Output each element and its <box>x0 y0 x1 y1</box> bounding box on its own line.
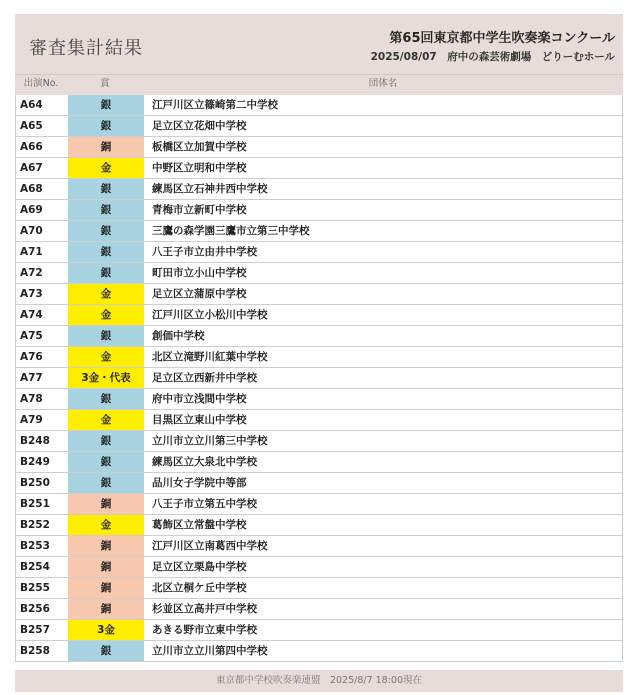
award-cell: 銅 <box>68 137 144 157</box>
school-name: 北区立滝野川紅葉中学校 <box>152 351 268 363</box>
table-row <box>16 305 622 326</box>
footer: 東京都中学校吹奏楽連盟 2025/8/7 18:00現在 <box>15 670 623 692</box>
performance-number: A64 <box>20 99 43 111</box>
performance-number: B258 <box>20 645 50 657</box>
award-cell: 銀 <box>68 242 144 262</box>
table-row <box>16 599 622 620</box>
award-cell: 銀 <box>68 641 144 661</box>
table-row <box>16 620 622 641</box>
award-cell: 銅 <box>68 599 144 619</box>
performance-number: B253 <box>20 540 50 552</box>
school-name: 品川女子学院中等部 <box>152 477 247 489</box>
table-row <box>16 242 622 263</box>
performance-number: A73 <box>20 288 43 300</box>
performance-number: A79 <box>20 414 43 426</box>
school-name: 江戸川区立篠崎第二中学校 <box>152 99 278 111</box>
award-cell: 銀 <box>68 389 144 409</box>
performance-number: B248 <box>20 435 50 447</box>
performance-number: A70 <box>20 225 43 237</box>
award-cell: 銀 <box>68 473 144 493</box>
award-cell: 3金 <box>68 620 144 640</box>
performance-number: B251 <box>20 498 50 510</box>
table-row <box>16 410 622 431</box>
table-row <box>16 494 622 515</box>
table-row <box>16 557 622 578</box>
column-header-no: 出演No. <box>23 78 59 89</box>
school-name: 創価中学校 <box>152 330 205 342</box>
performance-number: B257 <box>20 624 50 636</box>
school-name: 江戸川区立小松川中学校 <box>152 309 268 321</box>
event-title: 第65回東京都中学生吹奏楽コンクール <box>389 31 615 46</box>
school-name: 八王子市立第五中学校 <box>152 498 257 510</box>
school-name: 三鷹の森学園三鷹市立第三中学校 <box>152 225 310 237</box>
results-table <box>15 95 623 662</box>
award-cell: 金 <box>68 347 144 367</box>
school-name: 杉並区立高井戸中学校 <box>152 603 257 615</box>
column-header-award: 賞 <box>100 78 110 89</box>
table-row <box>16 536 622 557</box>
award-cell: 銀 <box>68 116 144 136</box>
award-cell: 銀 <box>68 95 144 115</box>
award-cell: 銀 <box>68 179 144 199</box>
school-name: 葛飾区立常盤中学校 <box>152 519 247 531</box>
table-row <box>16 578 622 599</box>
award-cell: 銀 <box>68 326 144 346</box>
performance-number: A66 <box>20 141 43 153</box>
award-cell: 銅 <box>68 494 144 514</box>
table-row <box>16 116 622 137</box>
school-name: あきる野市立東中学校 <box>152 624 257 636</box>
table-row <box>16 473 622 494</box>
school-name: 足立区立栗島中学校 <box>152 561 247 573</box>
performance-number: A71 <box>20 246 43 258</box>
school-name: 足立区立西新井中学校 <box>152 372 257 384</box>
award-cell: 銅 <box>68 557 144 577</box>
award-cell: 金 <box>68 158 144 178</box>
performance-number: B254 <box>20 561 50 573</box>
table-row <box>16 389 622 410</box>
table-row <box>16 158 622 179</box>
performance-number: A77 <box>20 372 43 384</box>
performance-number: A69 <box>20 204 43 216</box>
table-row <box>16 200 622 221</box>
header <box>15 14 623 74</box>
table-row <box>16 221 622 242</box>
award-cell: 銅 <box>68 578 144 598</box>
table-row <box>16 137 622 158</box>
school-name: 青梅市立新町中学校 <box>152 204 247 216</box>
award-cell: 銀 <box>68 452 144 472</box>
table-row <box>16 641 622 662</box>
column-header-name: 団体名 <box>368 78 398 89</box>
table-row <box>16 431 622 452</box>
performance-number: A75 <box>20 330 43 342</box>
school-name: 目黒区立東山中学校 <box>152 414 247 426</box>
performance-number: A74 <box>20 309 43 321</box>
school-name: 練馬区立大泉北中学校 <box>152 456 257 468</box>
school-name: 中野区立明和中学校 <box>152 162 247 174</box>
table-row <box>16 284 622 305</box>
performance-number: B250 <box>20 477 50 489</box>
award-cell: 銀 <box>68 221 144 241</box>
performance-number: A78 <box>20 393 43 405</box>
table-row <box>16 95 622 116</box>
page-title: 審査集計結果 <box>29 38 143 59</box>
table-row <box>16 179 622 200</box>
table-row <box>16 515 622 536</box>
table-row <box>16 368 622 389</box>
performance-number: B255 <box>20 582 50 594</box>
results-sheet <box>15 14 623 692</box>
table-row <box>16 452 622 473</box>
award-cell: 銀 <box>68 431 144 451</box>
table-row <box>16 263 622 284</box>
event-date-venue: 2025/08/07 府中の森芸術劇場 どりーむホール <box>370 51 615 63</box>
award-cell: 3金・代表 <box>68 368 144 388</box>
table-row <box>16 347 622 368</box>
column-header-row <box>15 74 623 95</box>
table-row <box>16 326 622 347</box>
performance-number: B256 <box>20 603 50 615</box>
award-cell: 金 <box>68 515 144 535</box>
school-name: 町田市立小山中学校 <box>152 267 247 279</box>
performance-number: A68 <box>20 183 43 195</box>
school-name: 板橋区立加賀中学校 <box>152 141 247 153</box>
performance-number: A76 <box>20 351 43 363</box>
school-name: 江戸川区立南葛西中学校 <box>152 540 268 552</box>
award-cell: 金 <box>68 284 144 304</box>
school-name: 北区立桐ケ丘中学校 <box>152 582 247 594</box>
school-name: 練馬区立石神井西中学校 <box>152 183 268 195</box>
award-cell: 銅 <box>68 536 144 556</box>
school-name: 立川市立立川第四中学校 <box>152 645 268 657</box>
performance-number: A67 <box>20 162 43 174</box>
school-name: 八王子市立由井中学校 <box>152 246 257 258</box>
award-cell: 銀 <box>68 263 144 283</box>
school-name: 足立区立蒲原中学校 <box>152 288 247 300</box>
award-cell: 金 <box>68 410 144 430</box>
school-name: 足立区立花畑中学校 <box>152 120 247 132</box>
award-cell: 金 <box>68 305 144 325</box>
award-cell: 銀 <box>68 200 144 220</box>
performance-number: B252 <box>20 519 50 531</box>
performance-number: B249 <box>20 456 50 468</box>
school-name: 府中市立浅間中学校 <box>152 393 247 405</box>
school-name: 立川市立立川第三中学校 <box>152 435 268 447</box>
performance-number: A65 <box>20 120 43 132</box>
performance-number: A72 <box>20 267 43 279</box>
